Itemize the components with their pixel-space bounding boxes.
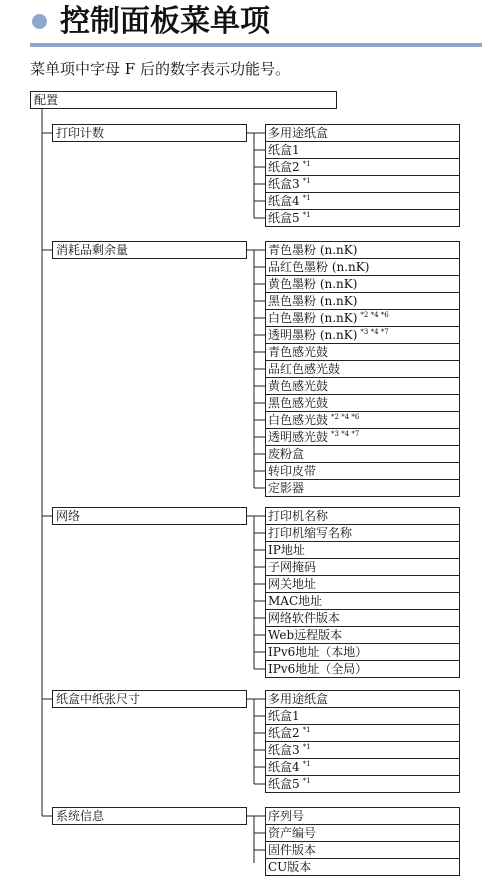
menu-item-label: 纸盒5: [268, 777, 300, 791]
menu-item-label: 转印皮带: [268, 464, 317, 478]
menu-item-label: 定影器: [268, 481, 305, 495]
menu-item: [266, 445, 459, 462]
menu-item: [266, 758, 459, 775]
menu-item-label: IP地址: [268, 543, 305, 557]
menu-item: [266, 343, 459, 360]
menu-item-label: 黄色墨粉 (n.nK): [268, 277, 358, 291]
menu-group-box: 纸盒中纸张尺寸: [52, 690, 247, 708]
menu-item: [266, 575, 459, 592]
menu-item-label: 品红色感光鼓: [268, 362, 341, 376]
menu-item-label: 白色墨粉 (n.nK): [268, 311, 358, 325]
page-title: 控制面板菜单项: [60, 4, 270, 39]
menu-item-label: 多用途纸盒: [268, 126, 329, 140]
menu-item-list: [265, 241, 460, 497]
footnote-marker: *3 *4 *7: [360, 328, 389, 336]
menu-item: [266, 175, 459, 192]
menu-item-label: 纸盒1: [268, 709, 300, 723]
intro-text: 菜单项中字母 F 后的数字表示功能号。: [30, 60, 290, 78]
menu-item: [266, 558, 459, 575]
menu-item-label: 资产编号: [268, 826, 317, 840]
menu-item: [266, 626, 459, 643]
menu-item: [266, 524, 459, 541]
footnote-marker: *1: [302, 211, 311, 219]
menu-item: [266, 741, 459, 758]
menu-item: [266, 242, 459, 258]
menu-item-label: 纸盒2: [268, 726, 300, 740]
menu-item-label: 子网掩码: [268, 560, 317, 574]
menu-item: [266, 841, 459, 858]
menu-item-label: 打印机缩写名称: [268, 526, 353, 540]
menu-item: [266, 508, 459, 524]
footnote-marker: *1: [302, 726, 311, 734]
menu-item-label: 青色感光鼓: [268, 345, 329, 359]
menu-group-box: 打印计数: [52, 124, 247, 142]
menu-item: [266, 428, 459, 445]
menu-item: [266, 609, 459, 626]
menu-item-label: 白色感光鼓: [268, 413, 329, 427]
menu-item: [266, 309, 459, 326]
menu-item-label: 透明墨粉 (n.nK): [268, 328, 358, 342]
menu-item: [266, 660, 459, 677]
menu-item-label: 固件版本: [268, 843, 317, 857]
menu-item: [266, 724, 459, 741]
menu-item: [266, 858, 459, 875]
menu-item: [266, 691, 459, 707]
menu-item-label: 纸盒4: [268, 760, 300, 774]
menu-item: [266, 411, 459, 428]
menu-group-box: 消耗品剩余量: [52, 241, 247, 259]
footnote-marker: *1: [302, 777, 311, 785]
menu-item-label: 纸盒5: [268, 211, 300, 225]
menu-item-label: 纸盒2: [268, 160, 300, 174]
root-menu-box: 配置: [30, 91, 337, 109]
footnote-marker: *1: [302, 743, 311, 751]
menu-item-label: 纸盒4: [268, 194, 300, 208]
footnote-marker: *1: [302, 177, 311, 185]
menu-item: [266, 824, 459, 841]
menu-item-label: CU版本: [268, 860, 312, 874]
menu-item-label: IPv6地址（本地）: [268, 645, 368, 659]
menu-item: [266, 541, 459, 558]
menu-item-label: IPv6地址（全局）: [268, 662, 368, 676]
menu-item: [266, 258, 459, 275]
menu-item: [266, 462, 459, 479]
menu-item-label: 序列号: [268, 809, 305, 823]
menu-item: [266, 125, 459, 141]
menu-item-label: 黑色墨粉 (n.nK): [268, 294, 358, 308]
footnote-marker: *1: [302, 160, 311, 168]
footnote-marker: *1: [302, 760, 311, 768]
menu-item-list: [265, 507, 460, 678]
menu-item: [266, 808, 459, 824]
menu-item: [266, 394, 459, 411]
menu-item-label: 纸盒3: [268, 177, 300, 191]
menu-item: [266, 360, 459, 377]
menu-item: [266, 158, 459, 175]
menu-item-label: MAC地址: [268, 594, 323, 608]
menu-item-label: 打印机名称: [268, 509, 329, 523]
menu-item-list: [265, 124, 460, 227]
menu-item-label: 废粉盒: [268, 447, 305, 461]
menu-item-label: 透明感光鼓: [268, 430, 329, 444]
menu-item-label: Web远程版本: [268, 628, 343, 642]
menu-item-list: [265, 690, 460, 793]
menu-item: [266, 377, 459, 394]
menu-item-label: 网关地址: [268, 577, 317, 591]
menu-item: [266, 643, 459, 660]
menu-item: [266, 192, 459, 209]
menu-item: [266, 326, 459, 343]
menu-item-label: 品红色墨粉 (n.nK): [268, 260, 370, 274]
menu-item-label: 纸盒3: [268, 743, 300, 757]
menu-item: [266, 275, 459, 292]
menu-item: [266, 775, 459, 792]
footnote-marker: *2 *4 *6: [360, 311, 389, 319]
menu-item-label: 纸盒1: [268, 143, 300, 157]
menu-item-label: 黑色感光鼓: [268, 396, 329, 410]
menu-item: [266, 592, 459, 609]
menu-item: [266, 479, 459, 496]
menu-item-label: 黄色感光鼓: [268, 379, 329, 393]
menu-item: [266, 292, 459, 309]
footnote-marker: *1: [302, 194, 311, 202]
menu-group-box: 网络: [52, 507, 247, 525]
menu-item-list: [265, 807, 460, 876]
menu-item: [266, 209, 459, 226]
footnote-marker: *3 *4 *7: [331, 430, 360, 438]
menu-group-box: 系统信息: [52, 807, 247, 825]
menu-item-label: 网络软件版本: [268, 611, 341, 625]
menu-item: [266, 707, 459, 724]
menu-item-label: 青色墨粉 (n.nK): [268, 243, 358, 257]
menu-item: [266, 141, 459, 158]
menu-item-label: 多用途纸盒: [268, 692, 329, 706]
footnote-marker: *2 *4 *6: [331, 413, 360, 421]
